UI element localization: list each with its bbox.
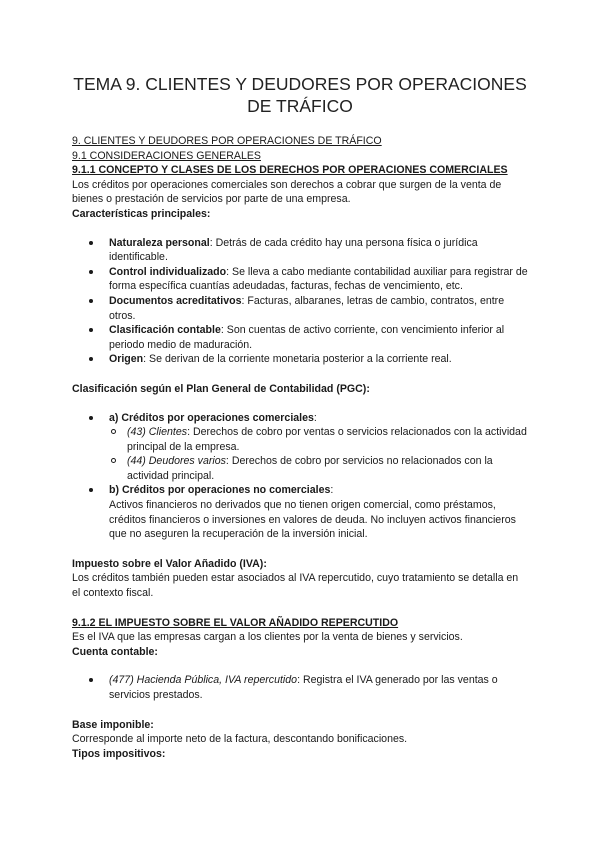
heading-section-9: 9. CLIENTES Y DEUDORES POR OPERACIONES DE TRÁFICO <box>72 135 382 147</box>
iva-label: Impuesto sobre el Valor Añadido (IVA): <box>72 557 267 570</box>
pgc-b-description: Activos financieros no derivados que no tienen origen comercial, como préstamos, créditos financieros o inversiones en valores de deuda. No incluyen activos financieros que no aseguren la recuperación de la inversión inicial. <box>109 499 516 541</box>
list-item: a) Créditos por operaciones comerciales: (43) Clientes: Derechos de cobro por ventas o servicios relacionados con la actividad principal de la empresa. (44) Deudores varios: Derechos de cobro por servicios no relacionados con la actividad principal. <box>72 411 528 484</box>
title-line-2: DE TRÁFICO <box>247 96 353 116</box>
characteristics-list <box>72 236 528 367</box>
list-item: Control individualizado: Se lleva a cabo mediante contabilidad auxiliar para registrar de forma específica cuantías adeudadas, facturas, fechas de vencimiento, etc. <box>72 265 528 294</box>
list-item: (43) Clientes: Derechos de cobro por ventas o servicios relacionados con la actividad principal de la empresa. <box>109 425 528 454</box>
characteristics-label: Características principales: <box>72 207 211 220</box>
account-list <box>72 673 528 702</box>
list-item: Origen: Se derivan de la corriente monetaria posterior a la corriente real. <box>72 352 528 367</box>
list-item: (477) Hacienda Pública, IVA repercutido: Registra el IVA generado por las ventas o servicios prestados. <box>72 673 528 702</box>
list-item: b) Créditos por operaciones no comerciales: Activos financieros no derivados que no tienen origen comercial, como préstamos, créditos financieros o inversiones en valores de deuda. No incluyen activos financieros que no aseguren la recuperación de la inversión inicial. <box>72 483 528 541</box>
heading-section-9-1-2: 9.1.2 EL IMPUESTO SOBRE EL VALOR AÑADIDO REPERCUTIDO <box>72 616 399 629</box>
heading-section-9-1-1: 9.1.1 CONCEPTO Y CLASES DE LOS DERECHOS POR OPERACIONES COMERCIALES <box>72 164 508 177</box>
list-item: Documentos acreditativos: Facturas, albaranes, letras de cambio, contratos, entre otros. <box>72 294 528 323</box>
list-item: (44) Deudores varios: Derechos de cobro por servicios no relacionados con la actividad principal. <box>109 454 528 483</box>
tax-base-label: Base imponible: <box>72 718 154 731</box>
intro-paragraph: Los créditos por operaciones comerciales son derechos a cobrar que surgen de la venta de bienes o prestación de servicios por parte de una empresa. <box>72 178 502 206</box>
tax-base-description: Corresponde al importe neto de la factura, descontando bonificaciones. <box>72 733 408 746</box>
heading-section-9-1: 9.1 CONSIDERACIONES GENERALES <box>72 149 261 162</box>
section-headings <box>72 134 528 178</box>
iva-description: Los créditos también pueden estar asociados al IVA repercutido, cuyo tratamiento se detalla en el contexto fiscal. <box>72 572 519 600</box>
list-item: Naturaleza personal: Detrás de cada crédito hay una persona física o jurídica identificable. <box>72 236 528 265</box>
account-label: Cuenta contable: <box>72 645 158 658</box>
list-item: Clasificación contable: Son cuentas de activo corriente, con vencimiento inferior al periodo medio de maduración. <box>72 323 528 352</box>
pgc-list <box>72 411 528 542</box>
pgc-a-sublist <box>109 425 528 483</box>
section-9-1-2-description: Es el IVA que las empresas cargan a los clientes por la venta de bienes y servicios. <box>72 631 463 644</box>
tax-rates-label: Tipos impositivos: <box>72 747 166 760</box>
document-title <box>72 0 528 117</box>
title-line-1: TEMA 9. CLIENTES Y DEUDORES POR OPERACIONES <box>73 74 527 94</box>
pgc-classification-label: Clasificación según el Plan General de Contabilidad (PGC): <box>72 382 370 395</box>
